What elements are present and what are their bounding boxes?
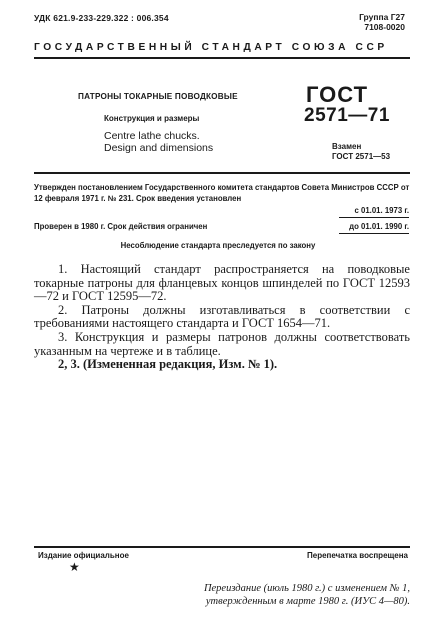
footer-divider bbox=[34, 546, 410, 548]
reissue-line2: утвержденным в марте 1980 г. (ИУС 4—80). bbox=[205, 595, 410, 607]
approval-divider bbox=[34, 172, 410, 174]
english-title bbox=[104, 130, 213, 154]
replaces-note bbox=[332, 142, 390, 162]
limit-date-underline bbox=[339, 233, 409, 234]
group-code-number: 7108-0020 bbox=[364, 22, 405, 32]
document-subtitle: Конструкция и размеры bbox=[104, 114, 200, 123]
english-title-line1: Centre lathe chucks. bbox=[104, 130, 200, 142]
standard-banner: ГОСУДАРСТВЕННЫЙ СТАНДАРТ СОЮЗА ССР bbox=[34, 42, 388, 53]
group-code bbox=[359, 12, 405, 32]
paragraph-3: 3. Конструкция и размеры патронов должны соответствовать указанным на чертеже и в таблице. bbox=[34, 329, 410, 358]
official-edition: Издание официальное bbox=[38, 551, 129, 560]
reprint-prohibited: Перепечатка воспрещена bbox=[307, 551, 408, 560]
approval-text: Утвержден постановлением Государственного комитета стандартов Совета Министров СССР от 12 февраля 1971 г. № 231. Срок введения установлен bbox=[34, 183, 410, 203]
star-icon: ★ bbox=[69, 560, 80, 574]
reissue-note bbox=[150, 583, 410, 608]
gost-number: 2571—71 bbox=[304, 105, 390, 126]
group-line: Группа Г27 bbox=[359, 12, 405, 22]
limit-date: до 01.01. 1990 г. bbox=[349, 222, 409, 231]
paragraph-1: 1. Настоящий стандарт распространяется на поводковые токарные патроны для фланцевых концов шпинделей по ГОСТ 12593—72 и ГОСТ 12595—72. bbox=[34, 262, 410, 304]
body-text bbox=[34, 263, 410, 372]
document-title: ПАТРОНЫ ТОКАРНЫЕ ПОВОДКОВЫЕ bbox=[78, 92, 238, 101]
english-title-line2: Design and dimensions bbox=[104, 142, 214, 154]
introduction-date: с 01.01. 1973 г. bbox=[354, 206, 409, 215]
checked-text: Проверен в 1980 г. Срок действия ограничен bbox=[34, 222, 208, 231]
udk-code: УДК 621.9-233-229.322 : 006.354 bbox=[34, 13, 169, 23]
gost-label: ГОСТ bbox=[306, 82, 369, 107]
paragraph-2: 2. Патроны должны изготавливаться в соответствии с требованиями настоящего стандарта и ГОСТ 1654—71. bbox=[34, 302, 410, 331]
edition-note: 2, 3. (Измененная редакция, Изм. № 1). bbox=[58, 357, 278, 372]
banner-divider bbox=[34, 57, 410, 59]
replaces-label: Взамен bbox=[332, 142, 362, 151]
reissue-line1: Переиздание (июль 1980 г.) с изменением № 1, bbox=[203, 583, 410, 594]
introduction-date-underline bbox=[339, 217, 409, 218]
replaced-standard: ГОСТ 2571—53 bbox=[332, 152, 391, 161]
legal-notice: Несоблюдение стандарта преследуется по закону bbox=[120, 241, 316, 250]
